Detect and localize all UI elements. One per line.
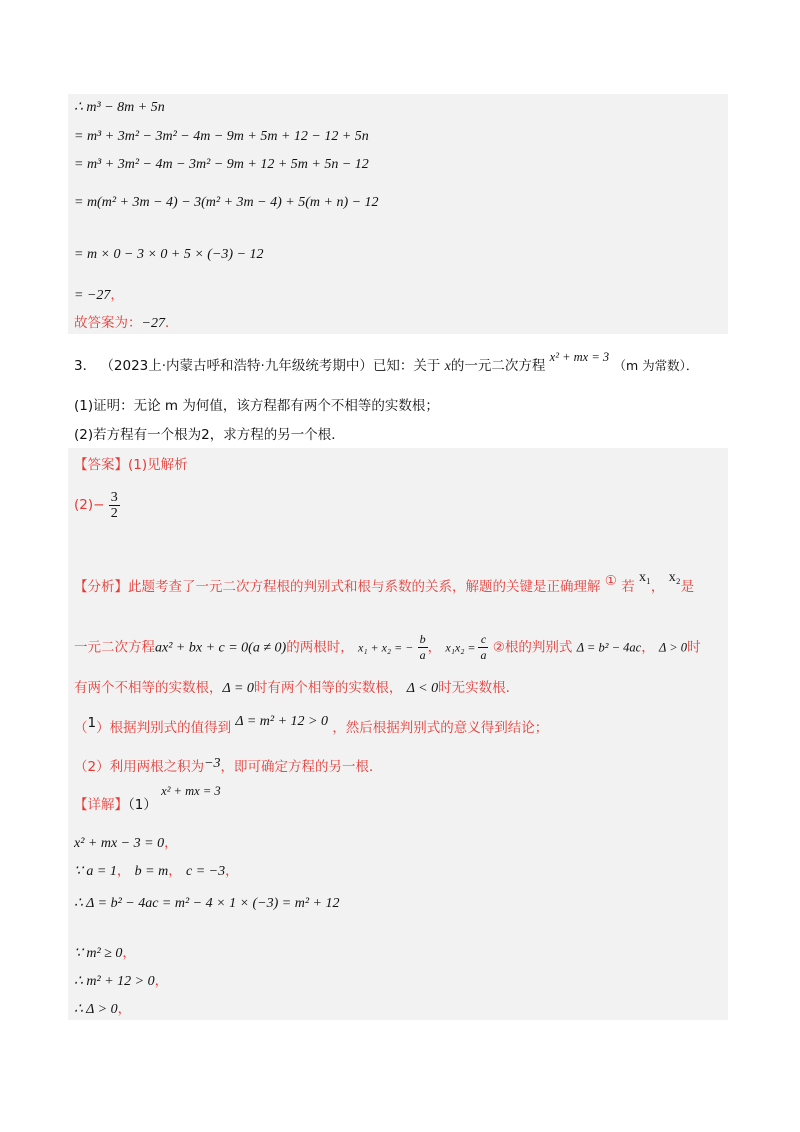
analysis-line-1: 【分析】此题考查了一元二次方程根的判别式和根与系数的关系，解题的关键是正确理解 ① 若 x₁， x₂是 [74, 570, 695, 595]
question-source: （2023上·内蒙古呼和浩特·九年级统考期中）已知：关于 [100, 358, 441, 374]
sum-fraction: $\frac{b}{a}$ [419, 632, 426, 662]
detail-label: 【详解】 [74, 797, 128, 813]
period: ． [164, 315, 179, 331]
solution-line-5: = m × 0 − 3 × 0 + 5 × (−3) − 12 [74, 247, 264, 262]
answer-label: 【答案】 [74, 457, 128, 473]
question-3-stem [74, 350, 699, 375]
analysis-line-2: 一元二次方程ax² + bx + c = 0(a ≠ 0)的两根时， x₁ + x₂ = − $\frac{b}{a}$ ， x₁x₂ = $\frac{c}{a}$ ②根的判别式 Δ = b² − 4ac， Δ > 0时 [74, 632, 701, 662]
question-param-note: （m 为常数）． [613, 358, 699, 373]
root-x1: x₁ [639, 570, 651, 585]
step1-discriminant: Δ = m² + 12 > 0 [235, 714, 329, 729]
question-3-part-1: (1)证明：无论 m 为何值，该方程都有两个不相等的实数根； [74, 398, 439, 414]
circled-one: ① [604, 573, 617, 589]
answer-value: −27 [141, 316, 165, 331]
answer-line-2 [74, 490, 120, 521]
product-fraction: $\frac{c}{a}$ [480, 632, 487, 662]
detail-line-4: ∵ m² ≥ 0， [74, 945, 136, 961]
solution-line-2: = m³ + 3m² − 3m² − 4m − 9m + 5m + 12 − 12 + 5n [74, 129, 369, 144]
detail-line-6: ∴ Δ > 0， [74, 1001, 132, 1017]
analysis-step-1: （1）根据判别式的值得到 Δ = m² + 12 > 0 ，然后根据判别式的意义得到结论； [74, 714, 549, 736]
solution-line-1: ∴ m³ − 8m + 5n [74, 100, 165, 115]
discriminant-formula: Δ = b² − 4ac [576, 640, 642, 655]
solution-line-6 [74, 286, 124, 305]
detail-equation: x² + mx = 3 [161, 784, 221, 798]
solution-line-4: = m(m² + 3m − 4) − 3(m² + 3m − 4) + 5(m + n) − 12 [74, 195, 379, 210]
answer-line-1 [74, 456, 188, 474]
general-quadratic: ax² + bx + c = 0(a ≠ 0) [155, 640, 287, 656]
result-value: = −27 [74, 288, 111, 303]
root-x2: x₂ [668, 570, 681, 585]
analysis-line-3: 有两个不相等的实数根，Δ = 0时有两个相等的实数根， Δ < 0时无实数根． [74, 680, 520, 696]
analysis-label: 【分析】 [74, 579, 128, 595]
detail-line-2: ∵ a = 1， b = m， c = −3， [74, 863, 239, 879]
detail-line-3: ∴ Δ = b² − 4ac = m² − 4 × 1 × (−3) = m² + 12 [74, 896, 340, 911]
solution-line-3: = m³ + 3m² − 4m − 3m² − 9m + 12 + 5m + 5n − 12 [74, 157, 369, 172]
question-3-part-2: (2)若方程有一个根为2，求方程的另一个根． [74, 427, 345, 443]
variable-x: x [444, 359, 451, 374]
answer-part-2-prefix: (2)− [74, 497, 105, 513]
analysis-step-2: （2）利用两根之积为−3，即可确定方程的另一根． [74, 756, 383, 775]
detail-line-5: ∴ m² + 12 > 0， [74, 973, 169, 989]
answer-label: 故答案为： [74, 315, 142, 331]
question-text: 的一元二次方程 [450, 358, 546, 374]
question-number: 3． [74, 358, 97, 374]
question-equation: x² + mx = 3 [549, 350, 610, 364]
detail-line-1: x² + mx − 3 = 0， [74, 835, 178, 851]
detail-header: 【详解】（1） x² + mx = 3 [74, 784, 221, 813]
comma: ， [110, 287, 124, 303]
answer-statement [74, 314, 178, 333]
answer-part-1: (1)见解析 [128, 457, 188, 473]
circled-two: ② [492, 639, 505, 656]
answer-fraction: $\frac{3}{2}$ [110, 490, 118, 521]
